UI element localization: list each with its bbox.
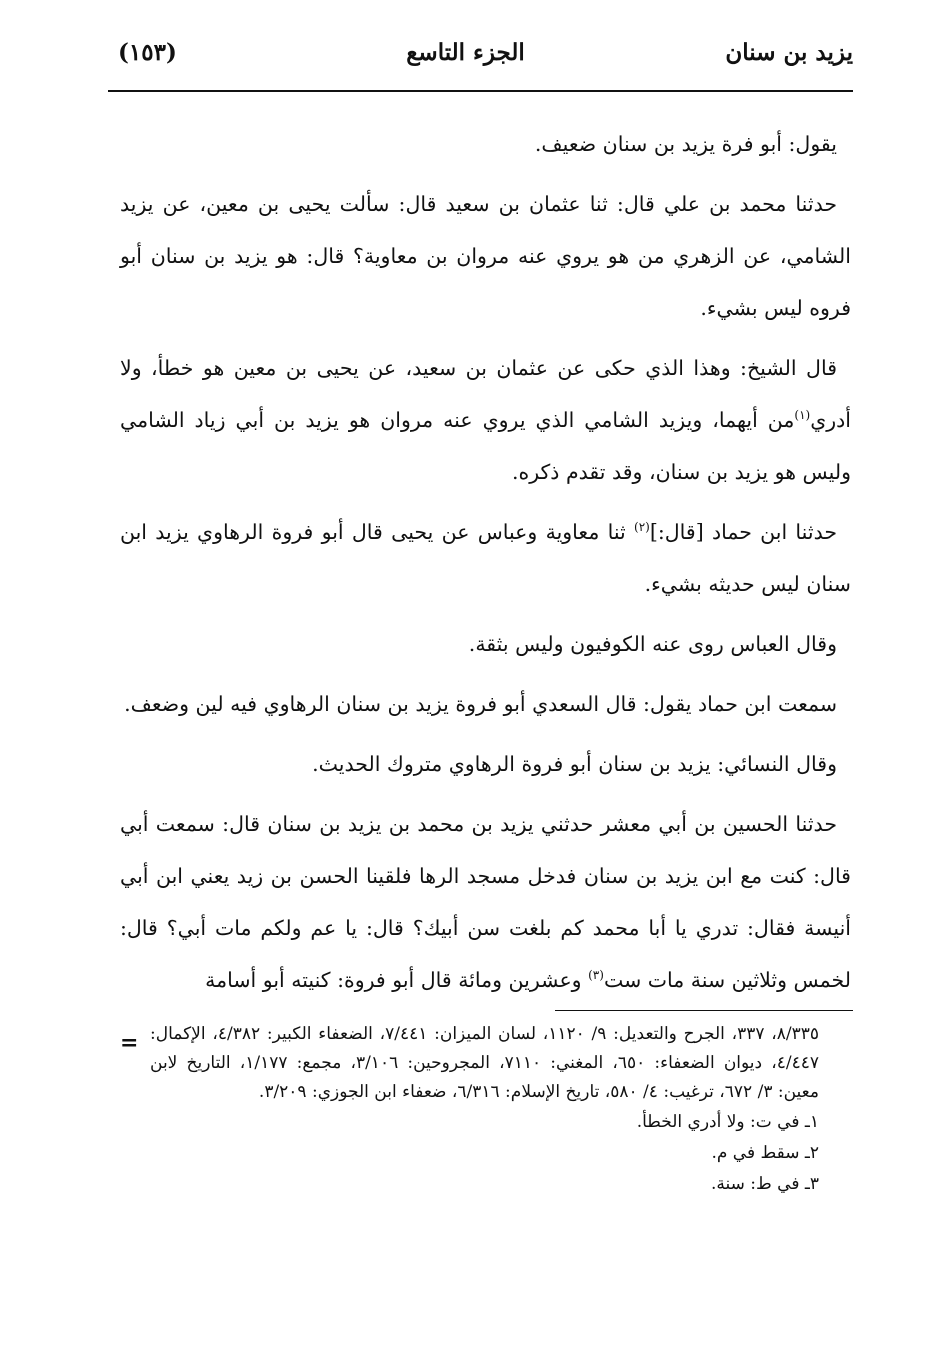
paragraph-4 xyxy=(120,506,851,610)
footnote-3: ٣ـ في ط: سنة. xyxy=(711,1174,819,1194)
page-number: (١٥٣) xyxy=(118,39,177,66)
footnote-2: ٢ـ سقط في م. xyxy=(711,1143,819,1163)
paragraph-3-part-2: من أيهما، ويزيد الشامي الذي يروي عنه مروان هو يزيد بن أبي زياد الشامي وليس هو يزيد بن سنان، وقد تقدم ذكره. xyxy=(120,408,851,484)
paragraph-4-part-1: حدثنا ابن حماد [قال:] xyxy=(649,520,838,544)
paragraph-7: وقال النسائي: يزيد بن سنان أبو فروة الرهاوي متروك الحديث. xyxy=(312,752,837,776)
paragraph-3 xyxy=(120,342,851,498)
paragraph-8-part-2: وعشرين ومائة قال أبو فروة: كنيته أبو أسامة xyxy=(205,968,589,992)
footnote-marker-2: (٢) xyxy=(634,520,650,535)
footnotes xyxy=(150,1020,819,1200)
continuation-mark: = xyxy=(120,1030,139,1056)
paragraph-3-part-1: قال الشيخ: وهذا الذي حكى عن عثمان بن سعيد، عن يحيى بن معين هو خطأ، ولا أدري xyxy=(120,356,851,432)
paragraph-8 xyxy=(120,798,851,1006)
paragraph-2: حدثنا محمد بن علي قال: ثنا عثمان بن سعيد قال: سألت يحيى بن معين، عن يزيد الشامي، عن الزهري من هو يروي عنه مروان بن معاوية؟ قال: هو يزيد بن سنان أبو فروه ليس بشيء. xyxy=(120,192,851,320)
paragraph-5: وقال العباس روى عنه الكوفيون وليس بثقة. xyxy=(468,632,837,656)
volume-title: الجزء التاسع xyxy=(406,39,525,66)
footnote-sources: ٨/٣٣٥، ٣٣٧، الجرح والتعديل: ٩/ ١١٢٠، لسان الميزان: ٧/٤٤١، الضعفاء الكبير: ٤/٣٨٢، الإكمال: ٤/٤٤٧، ديوان الضعفاء: ٦٥٠، المغني: ٧١١٠، المجروحين: ٣/١٠٦، مجمع: ١/١٧٧، التاريخ لابن معين: ٣/ ٦٧٢، ترغيب: ٤/ ٥٨٠، تاريخ الإسلام: ٦/٣١٦، ضعفاء ابن الجوزي: ٣/٢٠٩. xyxy=(150,1024,819,1102)
footnote-divider xyxy=(555,1010,853,1011)
paragraph-6: سمعت ابن حماد يقول: قال السعدي أبو فروة يزيد بن سنان الرهاوي فيه لين وضعف. xyxy=(124,692,837,716)
paragraph-4-part-2: ثنا معاوية وعباس عن يحيى قال أبو فروة الرهاوي يزيد ابن سنان ليس حديثه بشيء. xyxy=(120,520,851,596)
footnote-marker-1: (١) xyxy=(794,408,811,423)
footnote-marker-3: (٣) xyxy=(588,968,604,983)
footnote-1: ١ـ في ت: ولا أدري الخطأ. xyxy=(636,1112,819,1132)
running-title: يزيد بن سنان xyxy=(725,39,853,66)
paragraph-8-part-1: حدثنا الحسين بن أبي معشر حدثني يزيد بن محمد بن يزيد بن سنان قال: سمعت أبي قال: كنت مع ابن يزيد بن سنان فدخل مسجد الرها فلقينا الحسن بن زيد يعني ابن أبي أنيسة فقال: تدري يا أبا محمد كم بلغت سن أبيك؟ قال: يا عم ولكم مات أبي؟ قال: لخمس وثلاثين سنة مات ست xyxy=(120,812,851,992)
header-divider xyxy=(108,90,853,92)
paragraph-1: يقول: أبو فرة يزيد بن سنان ضعيف. xyxy=(534,132,837,156)
main-text xyxy=(120,118,851,1012)
